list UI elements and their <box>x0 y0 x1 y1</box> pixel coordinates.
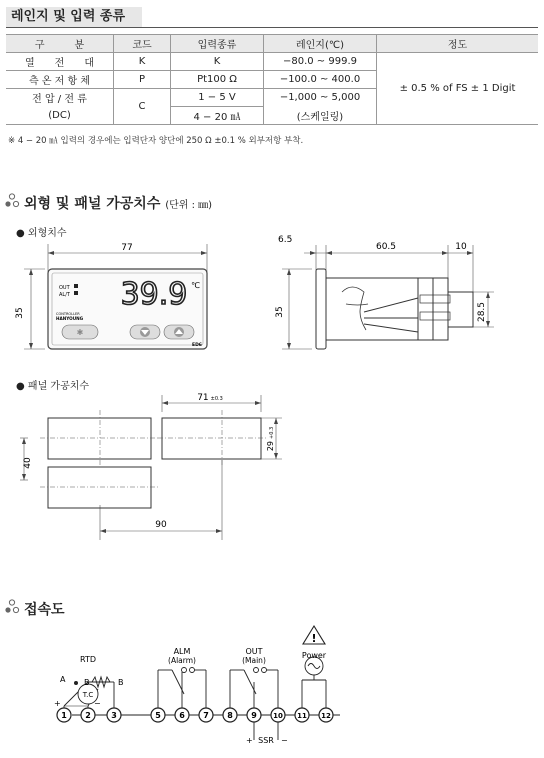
side-depth2-dim: 60.5 <box>375 242 397 252</box>
rtd-a-label: A <box>60 675 66 684</box>
row-category: 측 온 저 항 체 <box>6 71 114 89</box>
front-view-drawing <box>10 236 220 356</box>
front-width-dim: 77 <box>121 243 133 253</box>
row-category: 전 압 / 전 류 <box>6 89 114 107</box>
bullet-dot-icon: ● <box>16 228 25 239</box>
out-indicator-label: OUT <box>59 285 70 291</box>
terminal-label: 7 <box>203 711 209 720</box>
rtd-b-label: B <box>84 678 90 687</box>
table-header-row <box>6 35 538 53</box>
row-input: K <box>171 53 264 71</box>
out-sub-label: (Main) <box>242 656 266 665</box>
side-height-dim: 35 <box>275 306 285 318</box>
front-height-dim: 35 <box>15 307 25 319</box>
header-input: 입력종류 <box>171 35 264 53</box>
terminal-label: 11 <box>297 712 307 720</box>
table-row <box>6 53 538 71</box>
tc-minus: − <box>94 699 101 708</box>
model-label: ED6 <box>192 343 202 348</box>
dimensions-title <box>24 193 212 213</box>
bullet-dot-icon: ● <box>16 381 25 392</box>
cut-width-dim: 71 ±0.3 <box>197 393 223 403</box>
pitch-h-dim: 90 <box>155 520 167 530</box>
set-button-icon: ✱ <box>76 328 84 337</box>
ssr-plus: + <box>246 736 253 745</box>
row-range: −100.0 ~ 400.0 <box>264 71 377 89</box>
side-depth3-dim: 10 <box>455 242 467 252</box>
side-inner-height-dim: 28.5 <box>477 301 487 323</box>
header-accuracy: 정도 <box>377 35 539 53</box>
tc-label: T.C <box>82 691 94 699</box>
row-range: −1,000 ~ 5,000 <box>264 89 377 107</box>
terminal-label: 8 <box>227 711 233 720</box>
row-input: 4 − 20 ㎃ <box>171 107 264 125</box>
unit-label: (단위 : ㎜) <box>165 200 213 211</box>
rtd-label: RTD <box>79 655 97 664</box>
terminal-label: 3 <box>111 711 117 720</box>
section-bullet-icon <box>4 599 20 615</box>
side-view-drawing <box>268 232 498 356</box>
row-range: −80.0 ~ 999.9 <box>264 53 377 71</box>
row-input: Pt100 Ω <box>171 71 264 89</box>
cut-height-dim: 29+0.3 <box>266 426 275 452</box>
brand-line2: HANYOUNG <box>56 316 84 321</box>
side-depth1-dim: 6.5 <box>278 235 293 245</box>
dimensions-title-text: 외형 및 패널 가공치수 <box>24 196 161 212</box>
al-indicator-label: AL/T <box>59 292 70 298</box>
rtd-b2-label: B <box>118 678 124 687</box>
terminal-label: 1 <box>61 711 67 720</box>
row-input: 1 − 5 V <box>171 89 264 107</box>
display-reading: 39.9 <box>120 277 188 312</box>
ssr-label: SSR <box>258 736 274 745</box>
panel-label: 패널 가공치수 <box>27 381 90 392</box>
row-category: (DC) <box>6 107 114 125</box>
terminal-label: 9 <box>251 711 257 720</box>
brand-line1: CONTROLLER <box>56 312 80 316</box>
tc-plus: + <box>54 699 61 708</box>
row-category: 열 전 대 <box>6 53 114 71</box>
range-section-title: 레인지 및 입력 종류 <box>6 7 142 27</box>
row-range: (스케일링) <box>264 107 377 125</box>
alm-label: ALM <box>173 647 191 656</box>
pitch-v-dim: 40 <box>23 457 33 469</box>
row-code: K <box>114 53 171 71</box>
alm-sub-label: (Alarm) <box>168 656 196 665</box>
terminal-label: 6 <box>179 711 185 720</box>
header-code: 코드 <box>114 35 171 53</box>
junction-dot <box>74 681 78 685</box>
terminal-label: 2 <box>85 711 91 720</box>
outline-label: 외형치수 <box>27 228 67 239</box>
resistor-note: ※ 4 − 20 ㎃ 입력의 경우에는 입력단자 양단에 250 Ω ±0.1 % 외부저항 부착. <box>8 136 304 146</box>
unit-symbol: ℃ <box>191 281 200 290</box>
ssr-minus: − <box>281 736 288 745</box>
header-category: 구 분 <box>6 35 114 53</box>
row-code: C <box>114 89 171 125</box>
accuracy-cell: ± 0.5 % of FS ± 1 Digit <box>377 53 539 125</box>
terminal-label: 5 <box>155 711 161 720</box>
out-label: OUT <box>245 647 263 656</box>
row-code: P <box>114 71 171 89</box>
panel-cutout-drawing <box>20 390 300 550</box>
terminal-label: 12 <box>321 712 331 720</box>
wiring-diagram <box>40 622 350 752</box>
warning-mark: ! <box>311 632 317 645</box>
terminal-label: 10 <box>273 712 283 720</box>
wiring-title: 접속도 <box>24 602 65 618</box>
range-table <box>6 34 538 125</box>
power-label: Power <box>301 651 327 660</box>
title-underline <box>6 27 538 28</box>
section-bullet-icon <box>4 193 20 209</box>
header-range: 레인지(℃) <box>264 35 377 53</box>
